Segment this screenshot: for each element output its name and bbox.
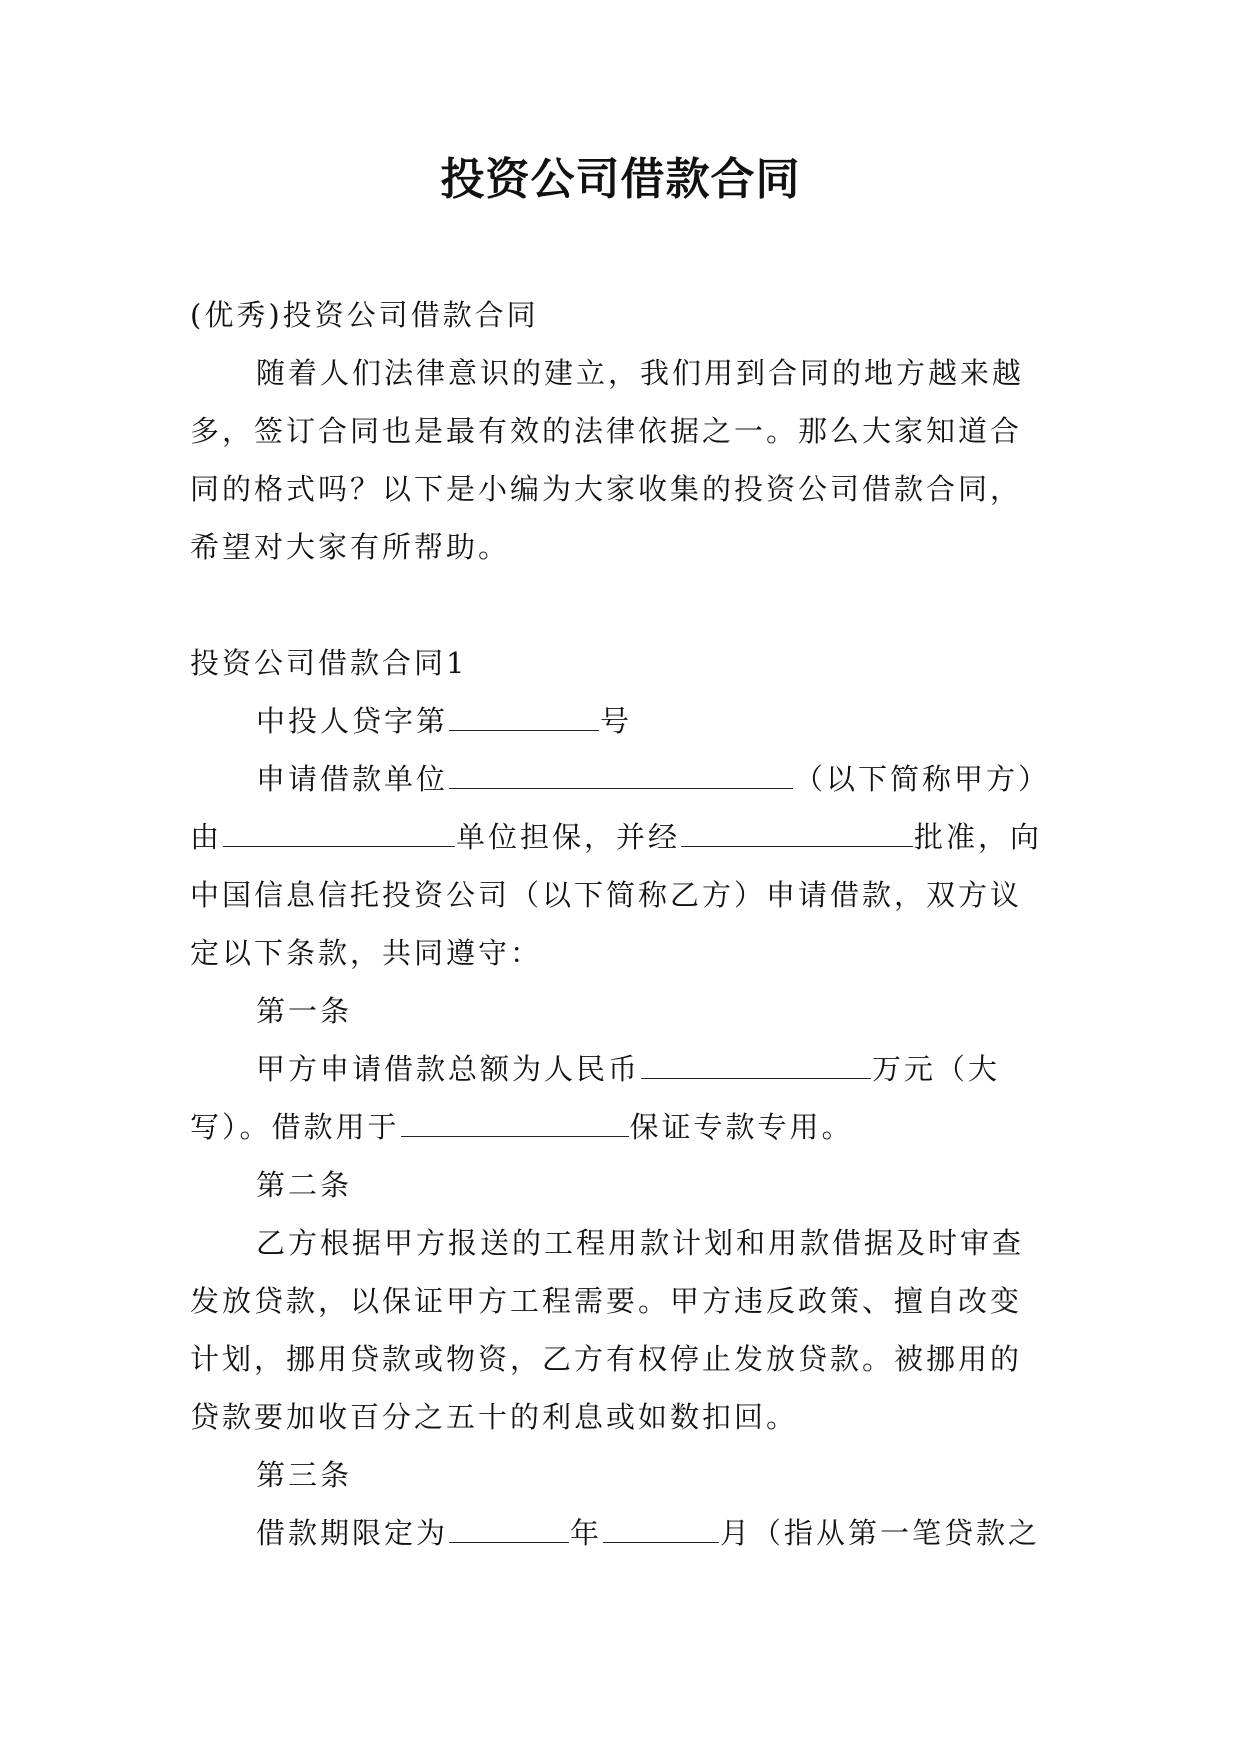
loan-purpose-blank [401, 1106, 629, 1137]
applicant-suffix: 批准，向中国信息信托投资公司（以下简称乙方）申请借款，双方议定以下条款，共同遵守： [190, 820, 1043, 970]
article3-heading: 第三条 [256, 1458, 353, 1492]
applicant-paragraph [190, 750, 1052, 982]
article3-prefix: 借款期限定为 [256, 1516, 449, 1550]
contract-number-prefix: 中投人贷字第 [256, 704, 449, 738]
document-title: 投资公司借款合同 [440, 154, 801, 205]
applicant-mid1: （以下简称甲方）由 [190, 762, 1051, 854]
contract-number-suffix: 号 [600, 704, 633, 738]
document-subtitle: (优秀)投资公司借款合同 [190, 298, 539, 332]
article1-prefix: 甲方申请借款总额为人民币 [256, 1052, 641, 1086]
article1-paragraph [190, 1040, 1052, 1156]
loan-years-blank [449, 1512, 569, 1543]
loan-amount-blank [641, 1048, 871, 1079]
applicant-mid2: 单位担保，并经 [456, 820, 681, 854]
article2-heading: 第二条 [256, 1168, 353, 1202]
article1-heading: 第一条 [256, 994, 353, 1028]
intro-paragraph: 随着人们法律意识的建立，我们用到合同的地方越来越多，签订合同也是最有效的法律依据之一。那么大家知道合同的格式吗？以下是小编为大家收集的投资公司借款合同，希望对大家有所帮助。 [190, 356, 1025, 564]
applicant-unit-blank [449, 758, 793, 789]
article2-paragraph: 乙方根据甲方报送的工程用款计划和用款借据及时审查发放贷款，以保证甲方工程需要。甲方违反政策、擅自改变计划，挪用贷款或物资，乙方有权停止发放贷款。被挪用的贷款要加收百分之五十的利息或如数扣回。 [190, 1226, 1025, 1434]
article1-suffix: 保证专款专用。 [629, 1110, 854, 1144]
contract-number-blank [449, 700, 599, 731]
contract-number-line [190, 692, 1052, 750]
contract1-heading: 投资公司借款合同1 [190, 646, 468, 680]
paragraph-gap [190, 576, 1052, 634]
document-body [190, 286, 1052, 1562]
applicant-prefix: 申请借款单位 [256, 762, 449, 796]
article3-suffix: 月（指从第一笔贷款之 [720, 1516, 1041, 1550]
loan-months-blank [603, 1512, 719, 1543]
article3-paragraph [190, 1504, 1052, 1562]
approver-blank [681, 816, 913, 847]
article1-mid: 万元（大写）。借款用于 [190, 1052, 1001, 1144]
guarantor-blank [223, 816, 455, 847]
article3-mid: 年 [570, 1516, 603, 1550]
